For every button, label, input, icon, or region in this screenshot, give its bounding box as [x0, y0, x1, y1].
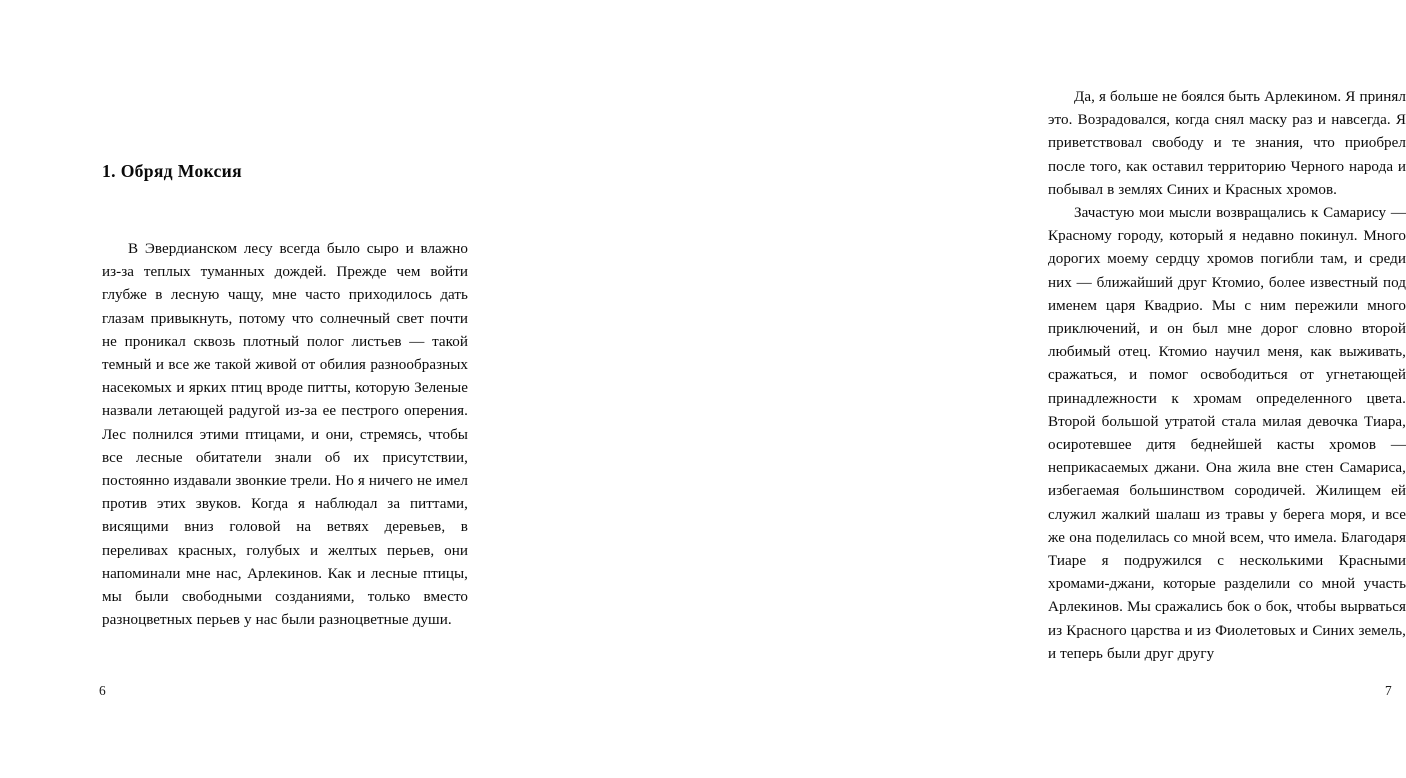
page-number-left: 6	[99, 683, 106, 698]
page-right	[500, 0, 1406, 778]
paragraph: Зачастую мои мысли возвращались к Самарису — Красному городу, который я недавно покинул. Много дорогих моему сердцу хромов погибли там, и среди них — ближайший друг Ктомио, более известный под именем царя Квадрио. Мы с ним пережили много приключений, и он был мне дорог словно второй любимый отец. Ктомио научил меня, как выживать, сражаться, и помог освободиться от угнетающей принадлежности к хромам определенного цвета. Второй большой утратой стала милая девочка Тиара, осиротевшее дитя беднейшей касты хромов — неприкасаемых джани. Она жила вне стен Самариса, избегаемая большинством сородичей. Жилищем ей служил жалкий шалаш из травы у берега моря, и все же она поделилась со мной всем, что имела. Благодаря Тиаре я подружился с несколькими Красными хромами-джани, которые разделили со мной участь Арлекинов. Мы сражались бок о бок, чтобы вырваться из Красного царства и из Фиолетовых и Синих земель, и теперь были друг другу	[1048, 205, 1406, 662]
left-page-text-column	[102, 160, 468, 632]
paragraph: Да, я больше не боялся быть Арлекином. Я принял это. Возрадовался, когда снял маску раз и навсегда. Я приветствовал свободу и те знания, что приобрел после того, как оставил территорию Черного народа и побывал в землях Синих и Красных хромов.	[1048, 89, 1406, 198]
right-page-text-column	[1048, 86, 1406, 666]
page-left	[0, 0, 500, 778]
chapter-title: 1. Обряд Моксия	[102, 161, 242, 181]
paragraph: В Эвердианском лесу всегда было сыро и влажно из-за теплых туманных дождей. Прежде чем войти глубже в лесную чащу, мне часто приходилось дать глазам привыкнуть, потому что солнечный свет почти не проникал сквозь плотный полог листьев — такой темный и все же такой живой от обилия разнообразных насекомых и ярких птиц вроде питты, которую Зеленые назвали летающей радугой из-за ее пестрого оперения. Лес полнился этими птицами, и они, стремясь, чтобы все лесные обитатели знали об их присутствии, постоянно издавали звонкие трели. Но я ничего не имел против этих звуков. Когда я наблюдал за питтами, висящими вниз головой на ветвях деревьев, в переливах красных, голубых и желтых перьев, они напоминали мне нас, Арлекинов. Как и лесные птицы, мы были свободными созданиями, только вместо разноцветных перьев у нас были разноцветные души.	[102, 241, 468, 629]
page-number-right: 7	[1385, 683, 1392, 698]
